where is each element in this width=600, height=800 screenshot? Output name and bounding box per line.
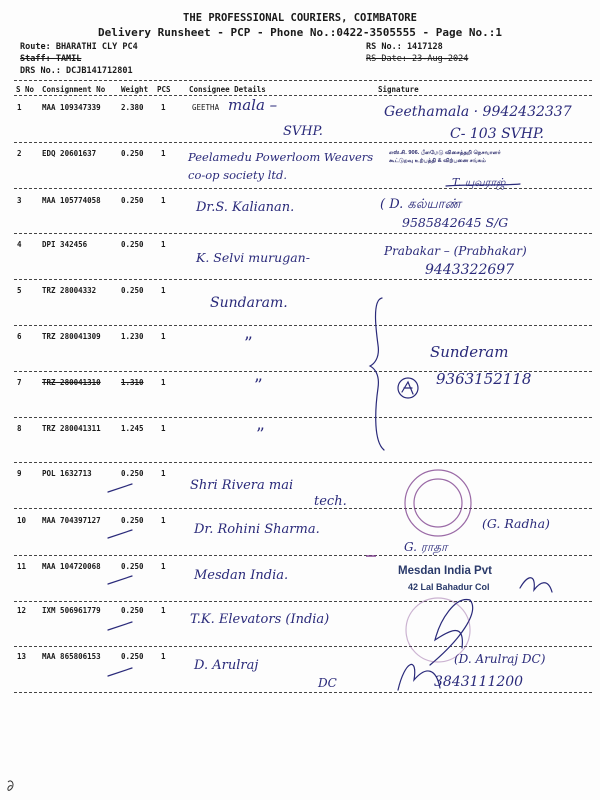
row-weight: 2.380 xyxy=(121,103,144,112)
row-consignee-handwritten: K. Selvi murugan- xyxy=(196,250,310,265)
row-signature: 9363152118 xyxy=(436,370,532,388)
row-consignee-handwritten-2: SVHP. xyxy=(283,124,323,139)
row-weight: 0.250 xyxy=(121,606,144,615)
dash-mark xyxy=(108,530,132,538)
row-consignee-handwritten: Mesdan India. xyxy=(194,568,289,583)
row-pcs: 1 xyxy=(161,240,166,249)
row-signature: Sunderam xyxy=(430,343,509,361)
rs-date: RS Date: 23-Aug-2024 xyxy=(366,54,469,64)
round-stamp xyxy=(405,470,471,536)
row-pcs: 1 xyxy=(161,516,166,525)
row-sno: 11 xyxy=(17,562,27,571)
row-consignment: IXM 506961779 xyxy=(42,606,101,615)
signature-scribble xyxy=(520,578,552,592)
col-pcs: PCS xyxy=(157,85,171,94)
row-weight: 0.250 xyxy=(121,562,144,571)
row-consignee-handwritten-2: DC xyxy=(318,676,337,690)
row-consignment: MAA 105774058 xyxy=(42,196,101,205)
dash-mark xyxy=(108,622,132,630)
row-weight: 1.310 xyxy=(121,378,144,387)
row-sno: 13 xyxy=(17,652,27,661)
row-weight: 0.250 xyxy=(121,469,144,478)
col-signature: Signature xyxy=(378,85,419,94)
dash-mark xyxy=(108,668,132,676)
row-consignment: TRZ 280041310 xyxy=(42,378,101,387)
row-consignee-ditto: ” xyxy=(254,376,263,396)
row-pcs: 1 xyxy=(161,469,166,478)
row-signature-2: G. ராதா xyxy=(404,540,448,554)
row-sno: 7 xyxy=(17,378,22,387)
company-stamp-line-2: 42 Lal Bahadur Col xyxy=(408,582,490,592)
row-pcs: 1 xyxy=(161,332,166,341)
row-consignment: TRZ 28004332 xyxy=(42,286,97,295)
row-consignment: MAA 109347339 xyxy=(42,103,101,112)
dash-mark xyxy=(108,484,132,492)
signature-scribble xyxy=(430,600,473,665)
row-sno: 3 xyxy=(17,196,22,205)
row-consignee-handwritten: Dr. Rohini Sharma. xyxy=(194,522,320,537)
row-sno: 2 xyxy=(17,149,22,158)
row-sno: 8 xyxy=(17,424,22,433)
row-signature: Geethamala · 9942432337 xyxy=(384,104,572,120)
runsheet-subtitle: Delivery Runsheet - PCP - Phone No.:0422-3505555 - Page No.:1 xyxy=(98,26,502,39)
drs-number: DRS No.: DCJB141712801 xyxy=(20,66,133,76)
row-signature-2: 9585842645 S/G xyxy=(402,215,509,230)
row-signature-2: 9443322697 xyxy=(425,262,515,278)
rs-number: RS No.: 1417128 xyxy=(366,42,443,52)
row-pcs: 1 xyxy=(161,562,166,571)
row-weight: 0.250 xyxy=(121,196,144,205)
corner-mark xyxy=(8,781,13,790)
row-sno: 12 xyxy=(17,606,27,615)
row-pcs: 1 xyxy=(161,103,166,112)
row-consignment: MAA 104720068 xyxy=(42,562,101,571)
row-signature-2: C- 103 SVHP. xyxy=(450,126,545,142)
row-consignee-handwritten-2: tech. xyxy=(314,494,347,509)
row-consignment: DPI 342456 xyxy=(42,240,88,249)
row-consignee-printed: GEETHA xyxy=(192,103,220,112)
row-consignment: EDQ 20601637 xyxy=(42,149,97,158)
row-weight: 1.245 xyxy=(121,424,144,433)
row-weight: 1.230 xyxy=(121,332,144,341)
stamp-dash xyxy=(366,555,376,557)
row-pcs: 1 xyxy=(161,196,166,205)
col-consignee: Consignee Details xyxy=(189,85,266,94)
row-signature: Prabakar – (Prabhakar) xyxy=(384,244,527,258)
row-sno: 1 xyxy=(17,103,22,112)
row-consignee-ditto: ” xyxy=(244,334,253,354)
row-sno: 9 xyxy=(17,469,22,478)
group-brace xyxy=(370,298,384,450)
row-consignee-handwritten: D. Arulraj xyxy=(194,658,259,673)
row-pcs: 1 xyxy=(161,606,166,615)
society-stamp-line-2: கூட்டுறவு உற்பத்தி & விற்பனை சங்கம் xyxy=(389,158,486,164)
row-consignee-handwritten: Dr.S. Kalianan. xyxy=(196,200,295,215)
row-consignee-handwritten: Peelamedu Powerloom Weavers xyxy=(188,150,374,164)
row-sno: 10 xyxy=(17,516,27,525)
row-consignee-handwritten: mala – xyxy=(228,96,278,114)
company-title: THE PROFESSIONAL COURIERS, COIMBATORE xyxy=(183,12,417,24)
row-consignment: TRZ 280041311 xyxy=(42,424,101,433)
row-signature: (D. Arulraj DC) xyxy=(454,652,546,666)
row-signature-3: T. யுவராஜ் xyxy=(452,176,506,189)
col-consignment: Consignment No xyxy=(42,85,106,94)
row-weight: 0.250 xyxy=(121,652,144,661)
row-consignee-handwritten-2: co-op society ltd. xyxy=(188,168,288,182)
row-consignment: POL 1632713 xyxy=(42,469,92,478)
dash-mark xyxy=(108,576,132,584)
row-pcs: 1 xyxy=(161,378,166,387)
row-signature: (G. Radha) xyxy=(482,516,550,531)
company-stamp-line-1: Mesdan India Pvt xyxy=(398,565,492,577)
row-consignee-handwritten: Shri Rivera mai xyxy=(190,478,294,493)
row-signature: ( D. கல்யாண் xyxy=(380,197,462,212)
society-stamp-line-1: எஸ்.சி. 906. பீளமேடு விசைத்தறி நெசவாளர் xyxy=(389,150,501,156)
row-signature-2: 3843111200 xyxy=(434,674,524,690)
row-pcs: 1 xyxy=(161,149,166,158)
row-weight: 0.250 xyxy=(121,286,144,295)
row-sno: 5 xyxy=(17,286,22,295)
row-weight: 0.250 xyxy=(121,149,144,158)
row-consignee-handwritten: T.K. Elevators (India) xyxy=(190,612,330,627)
row-weight: 0.250 xyxy=(121,240,144,249)
row-sno: 4 xyxy=(17,240,22,249)
route-label: Route: BHARATHI CLY PC4 xyxy=(20,42,138,52)
row-consignment: MAA 865806153 xyxy=(42,652,101,661)
row-sno: 6 xyxy=(17,332,22,341)
row-pcs: 1 xyxy=(161,286,166,295)
col-sno: S No xyxy=(16,85,35,94)
row-pcs: 1 xyxy=(161,652,166,661)
row-consignment: TRZ 280041309 xyxy=(42,332,101,341)
staff-label: Staff: TAMIL xyxy=(20,54,82,64)
row-consignment: MAA 704397127 xyxy=(42,516,101,525)
row-pcs: 1 xyxy=(161,424,166,433)
row-consignee-ditto: ” xyxy=(256,425,265,445)
row-consignee-handwritten: Sundaram. xyxy=(210,295,288,311)
row-weight: 0.250 xyxy=(121,516,144,525)
signature-scribble xyxy=(398,664,440,690)
col-weight: Weight xyxy=(121,85,149,94)
